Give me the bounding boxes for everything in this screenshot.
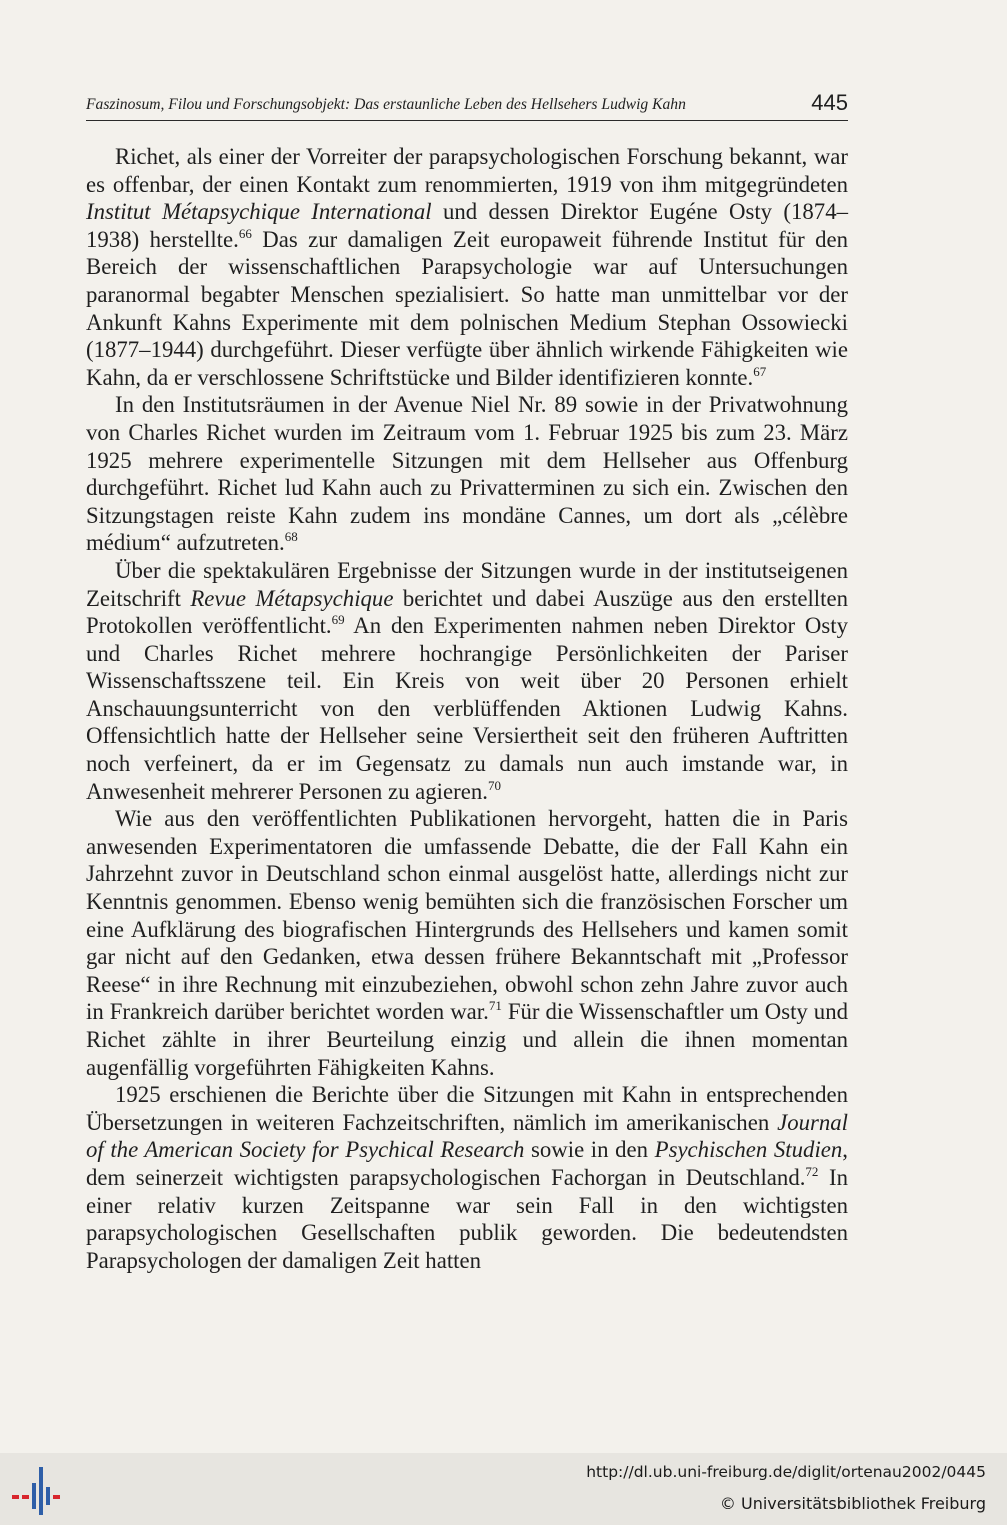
text-run: 1925 erschienen die Berichte über die Sitzungen mit Kahn in entsprechenden Übersetzungen in weiteren Fachzeitschriften, nämlich im amerikanischen [86, 1082, 848, 1135]
body-text [86, 143, 848, 1274]
paragraph-1 [86, 143, 848, 391]
paragraph-3 [86, 557, 848, 805]
italic-title: Institut Métapsychique International [86, 199, 432, 225]
paragraph-5 [86, 1081, 848, 1274]
text-run: sowie in den [524, 1137, 655, 1163]
text-run: , dem seinerzeit wichtigsten parapsychologischen Fachorgan in Deutschland. [86, 1137, 848, 1190]
paragraph-2 [86, 391, 848, 557]
footnote-ref: 67 [753, 363, 767, 379]
text-run: An den Experimenten nahmen neben Direktor Osty und Charles Richet mehrere hochrangige Persönlichkeiten der Pariser Wissenschaftsszene teil. Ein Kreis von weit über 20 Personen erhielt Anschauungsunterricht von den verblüffenden Aktionen Ludwig Kahns. Offensichtlich hatte der Hellseher seine Versiertheit seit den früheren Auftritten noch verfeinert, da er im Gegensatz zu damals nun auch imstande war, in Anwesenheit mehrerer Personen zu agieren. [86, 613, 848, 804]
running-header [86, 88, 848, 121]
text-run: In einer relativ kurzen Zeitspanne war sein Fall in den wichtigsten parapsychologischen Gesellschaften publik geworden. Die bedeutendsten Parapsychologen der damaligen Zeit hatten [86, 1164, 848, 1273]
italic-title: Revue Métapsychique [190, 585, 394, 611]
footnote-ref: 72 [805, 1163, 819, 1179]
text-run: In den Institutsräumen in der Avenue Niel Nr. 89 sowie in der Privatwohnung von Charles Richet wurden im Zeitraum vom 1. Februar 1925 bis zum 23. März 1925 mehrere experimentelle Sitzungen mit dem Hellseher aus Offenburg durchgeführt. Richet lud Kahn auch zu Privatterminen zu sich ein. Zwischen den Sitzungstagen reiste Kahn zudem ins mondäne Cannes, um dort als „célèbre médium“ aufzutreten. [86, 392, 848, 556]
copyright-notice: © Universitätsbibliothek Freiburg [719, 1494, 986, 1513]
text-run: Wie aus den veröffentlichten Publikationen hervorgeht, hatten die in Paris anwesenden Experimentatoren die umfassende Debatte, die der Fall Kahn ein Jahrzehnt zuvor in Deutschland schon einmal ausgelöst hatte, allerdings nicht zur Kenntnis genommen. Ebenso wenig bemühten sich die französischen Forscher um eine Aufklärung des biografischen Hintergrunds des Hellsehers und kamen somit gar nicht auf den Gedanken, etwa dessen frühere Bekanntschaft mit „Professor Reese“ in ihre Rechnung mit einzubeziehen, obwohl schon zehn Jahre zuvor auch in Frankreich darüber berichtet worden war. [86, 806, 848, 1025]
text-run: berichtet und dabei Auszüge aus den erstellten Protokollen veröffentlicht. [86, 585, 848, 639]
paragraph-4 [86, 805, 848, 1081]
footnote-ref: 69 [331, 612, 345, 628]
text-run: Über die spektakulären Ergebnisse der Sitzungen wurde in der institutseigenen Zeitschrift [86, 557, 848, 611]
document-url-link[interactable]: http://dl.ub.uni-freiburg.de/diglit/ortenau2002/0445 [586, 1463, 986, 1481]
text-run: Richet, als einer der Vorreiter der parapsychologischen Forschung bekannt, war es offenbar, der einen Kontakt zum renommierten, 1919 von ihm mitgegründeten [86, 144, 848, 197]
footnote-ref: 71 [488, 998, 502, 1014]
footnote-ref: 66 [238, 225, 252, 241]
page-number: 445 [811, 90, 848, 115]
text-run: Für die Wissenschaftler um Osty und Richet zählte in ihrer Beurteilung einzig und allein die ihnen momentan augenfällig vorgeführten Fähigkeiten Kahns. [86, 999, 848, 1080]
viewer-footer [0, 1453, 1007, 1525]
footnote-ref: 68 [284, 529, 298, 545]
text-run: Das zur damaligen Zeit europaweit führende Institut für den Bereich der wissenschaftlichen Parapsychologie war auf Untersuchungen paranormal begabter Menschen spezialisiert. So hatte man unmittelbar vor der Ankunft Kahns Experimente mit dem polnischen Medium Stephan Ossowiecki (1877–1944) durchgeführt. Dieser verfügte über ähnlich wirkende Fähigkeiten wie Kahn, da er verschlossene Schriftstücke und Bilder identifizieren konnte. [86, 226, 848, 390]
ub-freiburg-logo-icon[interactable] [12, 1467, 64, 1515]
italic-title: Journal of the American Society for Psychical Research [86, 1109, 848, 1163]
text-run: und dessen Direktor Eugéne Osty (1874–1938) herstellte. [86, 199, 849, 252]
running-title: Faszinosum, Filou und Forschungsobjekt: Das erstaunliche Leben des Hellsehers Ludwig Kahn [86, 96, 686, 113]
italic-title: Psychischen Studien [654, 1137, 843, 1163]
footnote-ref: 70 [487, 777, 501, 793]
